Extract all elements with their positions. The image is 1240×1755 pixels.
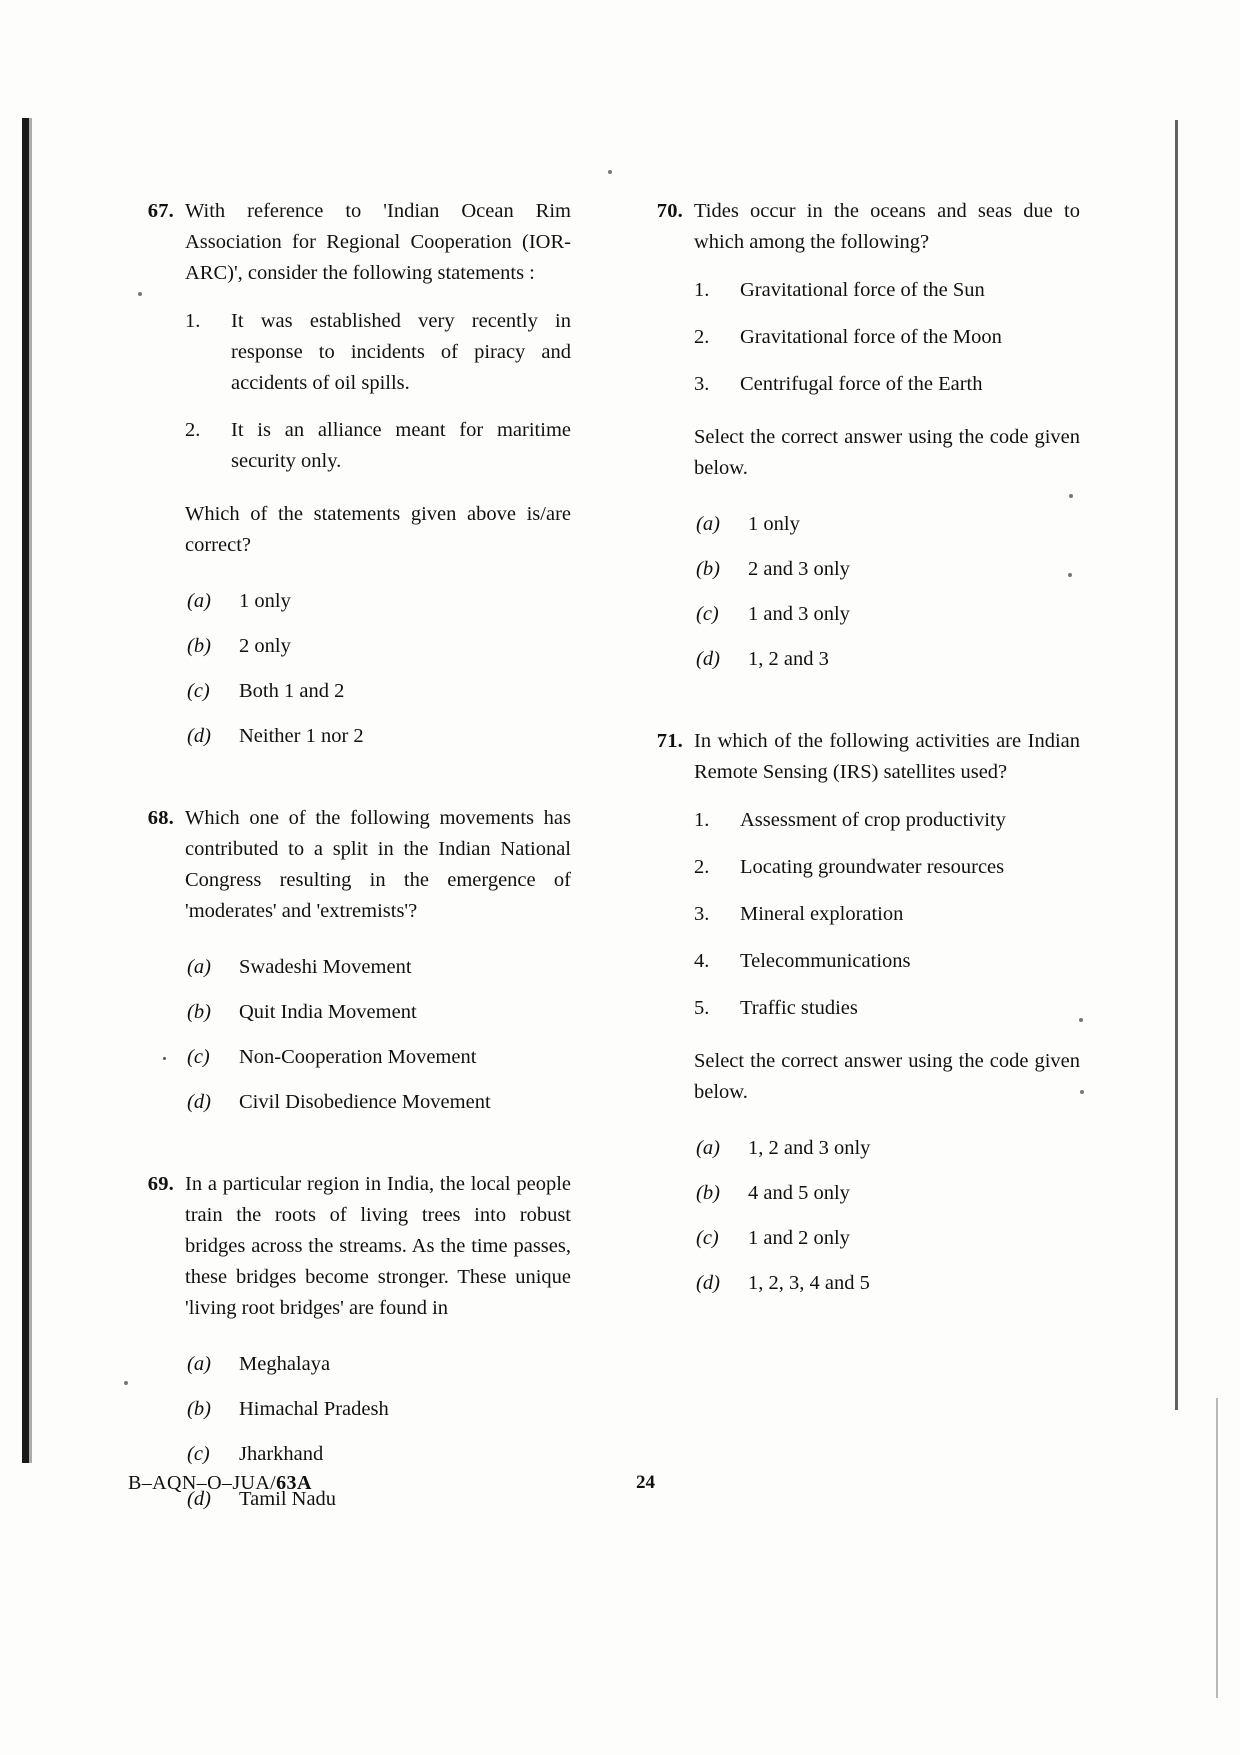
option-letter: (d): [187, 1091, 211, 1113]
question-71: [637, 726, 1080, 1314]
statement-number: 3.: [694, 903, 710, 925]
question-body: [185, 803, 571, 1133]
option-b[interactable]: [185, 998, 571, 1026]
question-tail: Select the correct answer using the code given below.: [694, 426, 1080, 479]
statement-number: 3.: [694, 373, 710, 395]
statement-number: 4.: [694, 950, 710, 972]
statement-text: Gravitational force of the Sun: [740, 279, 985, 301]
option-a[interactable]: [185, 587, 571, 615]
option-letter: (c): [187, 680, 210, 702]
option-text: 4 and 5 only: [748, 1182, 850, 1204]
option-letter: (d): [187, 725, 211, 747]
statement-number: 1.: [694, 809, 710, 831]
paper-code: [128, 1472, 312, 1495]
statement-list: [694, 805, 1080, 1024]
option-letter: (a): [187, 1353, 211, 1375]
statement-number: 2.: [694, 326, 710, 348]
option-text: Quit India Movement: [239, 1001, 417, 1023]
option-text: 1 only: [748, 513, 800, 535]
question-number: 70.: [656, 200, 683, 222]
option-c[interactable]: [185, 1440, 571, 1468]
option-text: 1, 2 and 3: [748, 648, 829, 670]
option-letter: (c): [187, 1443, 210, 1465]
question-stem: In which of the following activities are Indian Remote Sensing (IRS) satellites used?: [694, 730, 1080, 783]
option-letter: (a): [187, 590, 211, 612]
option-letter: (a): [187, 956, 211, 978]
statement-text: Mineral exploration: [740, 903, 904, 925]
statement-text: Traffic studies: [740, 997, 858, 1019]
option-a[interactable]: [185, 953, 571, 981]
option-text: 1 and 3 only: [748, 603, 850, 625]
option-letter: (b): [696, 558, 720, 580]
question-68: [128, 803, 571, 1133]
statement-number: 2.: [185, 419, 201, 441]
question-number: 71.: [656, 730, 683, 752]
option-text: 1 and 2 only: [748, 1227, 850, 1249]
statement-text: Locating groundwater resources: [740, 856, 1005, 878]
option-list: [694, 1134, 1080, 1297]
paper-code-prefix: B–AQN–O–JUA/: [128, 1472, 277, 1494]
statement-item: [694, 852, 1080, 883]
option-text: Tamil Nadu: [239, 1488, 337, 1510]
statement-item: [694, 993, 1080, 1024]
option-text: Meghalaya: [239, 1353, 331, 1375]
question-67: [128, 196, 571, 767]
option-letter: (b): [187, 635, 211, 657]
question-70: [637, 196, 1080, 690]
option-text: Civil Disobedience Movement: [239, 1091, 491, 1113]
statement-number: 1.: [185, 310, 201, 332]
left-column: [128, 196, 571, 1560]
question-body: [694, 196, 1080, 690]
option-letter: (a): [696, 1137, 720, 1159]
option-c[interactable]: [185, 1043, 571, 1071]
option-letter: (a): [696, 513, 720, 535]
option-letter: (b): [696, 1182, 720, 1204]
option-c[interactable]: [185, 677, 571, 705]
question-number: 69.: [147, 1173, 174, 1195]
statement-item: [694, 369, 1080, 400]
question-body: [185, 196, 571, 767]
question-stem: With reference to 'Indian Ocean Rim Association for Regional Cooperation (IOR-ARC)', consider the following statements :: [185, 200, 571, 284]
option-c[interactable]: [694, 600, 1080, 628]
statement-text: Assessment of crop productivity: [740, 809, 1006, 831]
page-number: 24: [636, 1472, 655, 1493]
option-text: Non-Cooperation Movement: [239, 1046, 477, 1068]
option-letter: (c): [696, 1227, 719, 1249]
statement-number: 5.: [694, 997, 710, 1019]
option-a[interactable]: [694, 1134, 1080, 1162]
option-b[interactable]: [694, 1179, 1080, 1207]
statement-number: 1.: [694, 279, 710, 301]
option-text: Himachal Pradesh: [239, 1398, 389, 1420]
question-body: [694, 726, 1080, 1314]
option-b[interactable]: [694, 555, 1080, 583]
option-a[interactable]: [694, 510, 1080, 538]
question-stem: In a particular region in India, the local people train the roots of living trees into robust bridges across the streams. As the time passes, these bridges become stronger. These unique 'living root bridges' are found in: [185, 1173, 571, 1319]
option-b[interactable]: [185, 632, 571, 660]
statement-item: [694, 899, 1080, 930]
question-number: 68.: [147, 807, 174, 829]
statement-list: [185, 306, 571, 477]
option-letter: (d): [696, 1272, 720, 1294]
option-letter: (b): [187, 1001, 211, 1023]
option-text: Jharkhand: [239, 1443, 324, 1465]
option-list: [694, 510, 1080, 673]
option-d[interactable]: [694, 645, 1080, 673]
option-text: Neither 1 nor 2: [239, 725, 364, 747]
option-text: 1, 2, 3, 4 and 5: [748, 1272, 870, 1294]
statement-item: [694, 805, 1080, 836]
option-text: Both 1 and 2: [239, 680, 345, 702]
statement-number: 2.: [694, 856, 710, 878]
option-text: Swadeshi Movement: [239, 956, 412, 978]
statement-text: It is an alliance meant for maritime security only.: [231, 419, 571, 472]
statement-item: [185, 306, 571, 399]
statement-list: [694, 275, 1080, 400]
paper-code-suffix: 63A: [276, 1472, 312, 1494]
option-b[interactable]: [185, 1395, 571, 1423]
page-footer: [128, 1472, 1080, 1495]
option-c[interactable]: [694, 1224, 1080, 1252]
statement-item: [694, 946, 1080, 977]
option-text: 1 only: [239, 590, 291, 612]
right-column: [637, 196, 1080, 1560]
option-a[interactable]: [185, 1350, 571, 1378]
question-tail: Which of the statements given above is/are correct?: [185, 503, 571, 556]
question-tail: Select the correct answer using the code given below.: [694, 1050, 1080, 1103]
option-letter: (d): [187, 1488, 211, 1510]
option-text: 2 only: [239, 635, 291, 657]
question-stem: Which one of the following movements has contributed to a split in the Indian National Congress resulting in the emergence of 'moderates' and 'extremists'?: [185, 807, 571, 922]
question-number: 67.: [147, 200, 174, 222]
question-stem: Tides occur in the oceans and seas due to which among the following?: [694, 200, 1080, 253]
option-list: [185, 587, 571, 750]
statement-item: [694, 275, 1080, 306]
statement-text: It was established very recently in response to incidents of piracy and accidents of oil spills.: [231, 310, 571, 394]
statement-text: Gravitational force of the Moon: [740, 326, 1002, 348]
option-letter: (d): [696, 648, 720, 670]
statement-text: Telecommunications: [740, 950, 911, 972]
option-text: 1, 2 and 3 only: [748, 1137, 871, 1159]
statement-item: [185, 415, 571, 477]
statement-item: [694, 322, 1080, 353]
option-d[interactable]: [185, 722, 571, 750]
option-text: 2 and 3 only: [748, 558, 850, 580]
option-letter: (c): [696, 603, 719, 625]
option-letter: (b): [187, 1398, 211, 1420]
two-column-layout: [128, 196, 1080, 1560]
option-letter: (c): [187, 1046, 210, 1068]
statement-text: Centrifugal force of the Earth: [740, 373, 983, 395]
option-list: [185, 953, 571, 1116]
option-d[interactable]: [694, 1269, 1080, 1297]
option-d[interactable]: [185, 1088, 571, 1116]
